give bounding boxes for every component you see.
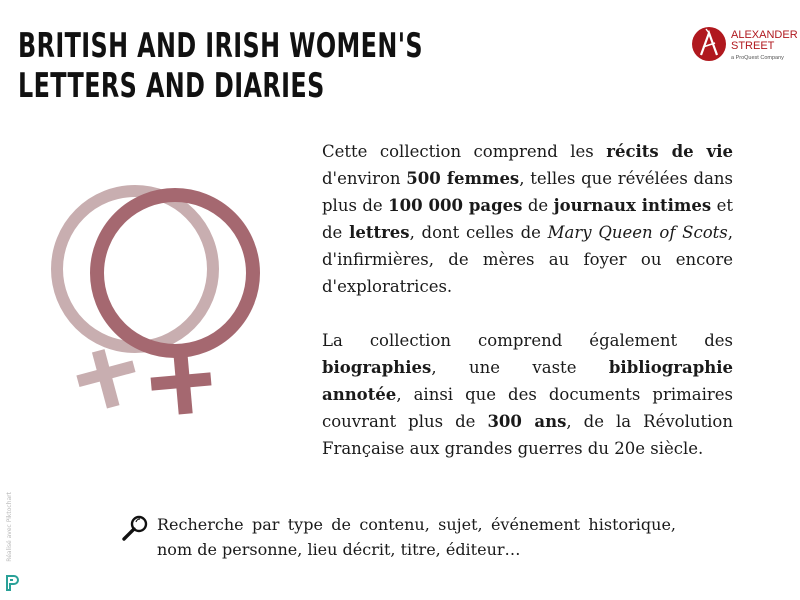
text-segment: de [522,196,554,215]
logo-line-1: ALEXANDER [731,29,798,41]
text-segment: , de la Révolution Française aux grandes guerres du 20e siècle. [322,412,733,458]
text-segment: , telles que révélées dans plus de [322,169,733,215]
bold-segment: biographies [322,358,432,377]
collection-contents [322,327,733,462]
bold-segment: 500 femmes [406,169,520,188]
piktochart-credit[interactable]: Réalisé avec Piktochart [6,492,13,562]
logo-badge-icon [692,27,726,61]
text-segment: , d'infirmières, de mères au foyer ou encore d'exploratrices. [322,223,733,296]
bold-segment: bibliographie annotée [322,358,733,404]
text-segment: La collection comprend également des [322,331,733,350]
alexander-street-logo[interactable] [692,27,798,67]
search-options-text: Recherche par type de contenu, sujet, événement historique, nom de personne, lieu décrit, titre, éditeur… [157,515,676,559]
text-segment: d'environ [322,169,407,188]
collection-description [322,138,733,300]
text-segment: , une vaste [431,358,609,377]
page-title: BRITISH AND IRISH WOMEN'S LETTERS AND DIARIES [18,26,424,106]
logo-line-2: STREET [731,40,775,52]
logo-subtitle: a ProQuest Company [731,55,784,61]
italic-segment: Mary Queen of Scots [547,223,728,242]
text-segment: Cette collection comprend les [322,142,607,161]
piktochart-logo-icon[interactable] [5,574,19,592]
bold-segment: journaux intimes [553,196,712,215]
logo-wordmark [731,30,798,52]
bold-segment: lettres [349,223,410,242]
text-segment: , ainsi que des documents primaires couvrant plus de [322,385,733,431]
bold-segment: 100 000 pages [388,196,523,215]
bold-segment: 300 ans [487,412,567,431]
magnifier-icon [121,514,149,542]
text-segment: , dont celles de [409,223,548,242]
bold-segment: récits de vie [606,142,733,161]
text-segment: et de [322,196,733,242]
double-venus-icon [40,178,270,428]
